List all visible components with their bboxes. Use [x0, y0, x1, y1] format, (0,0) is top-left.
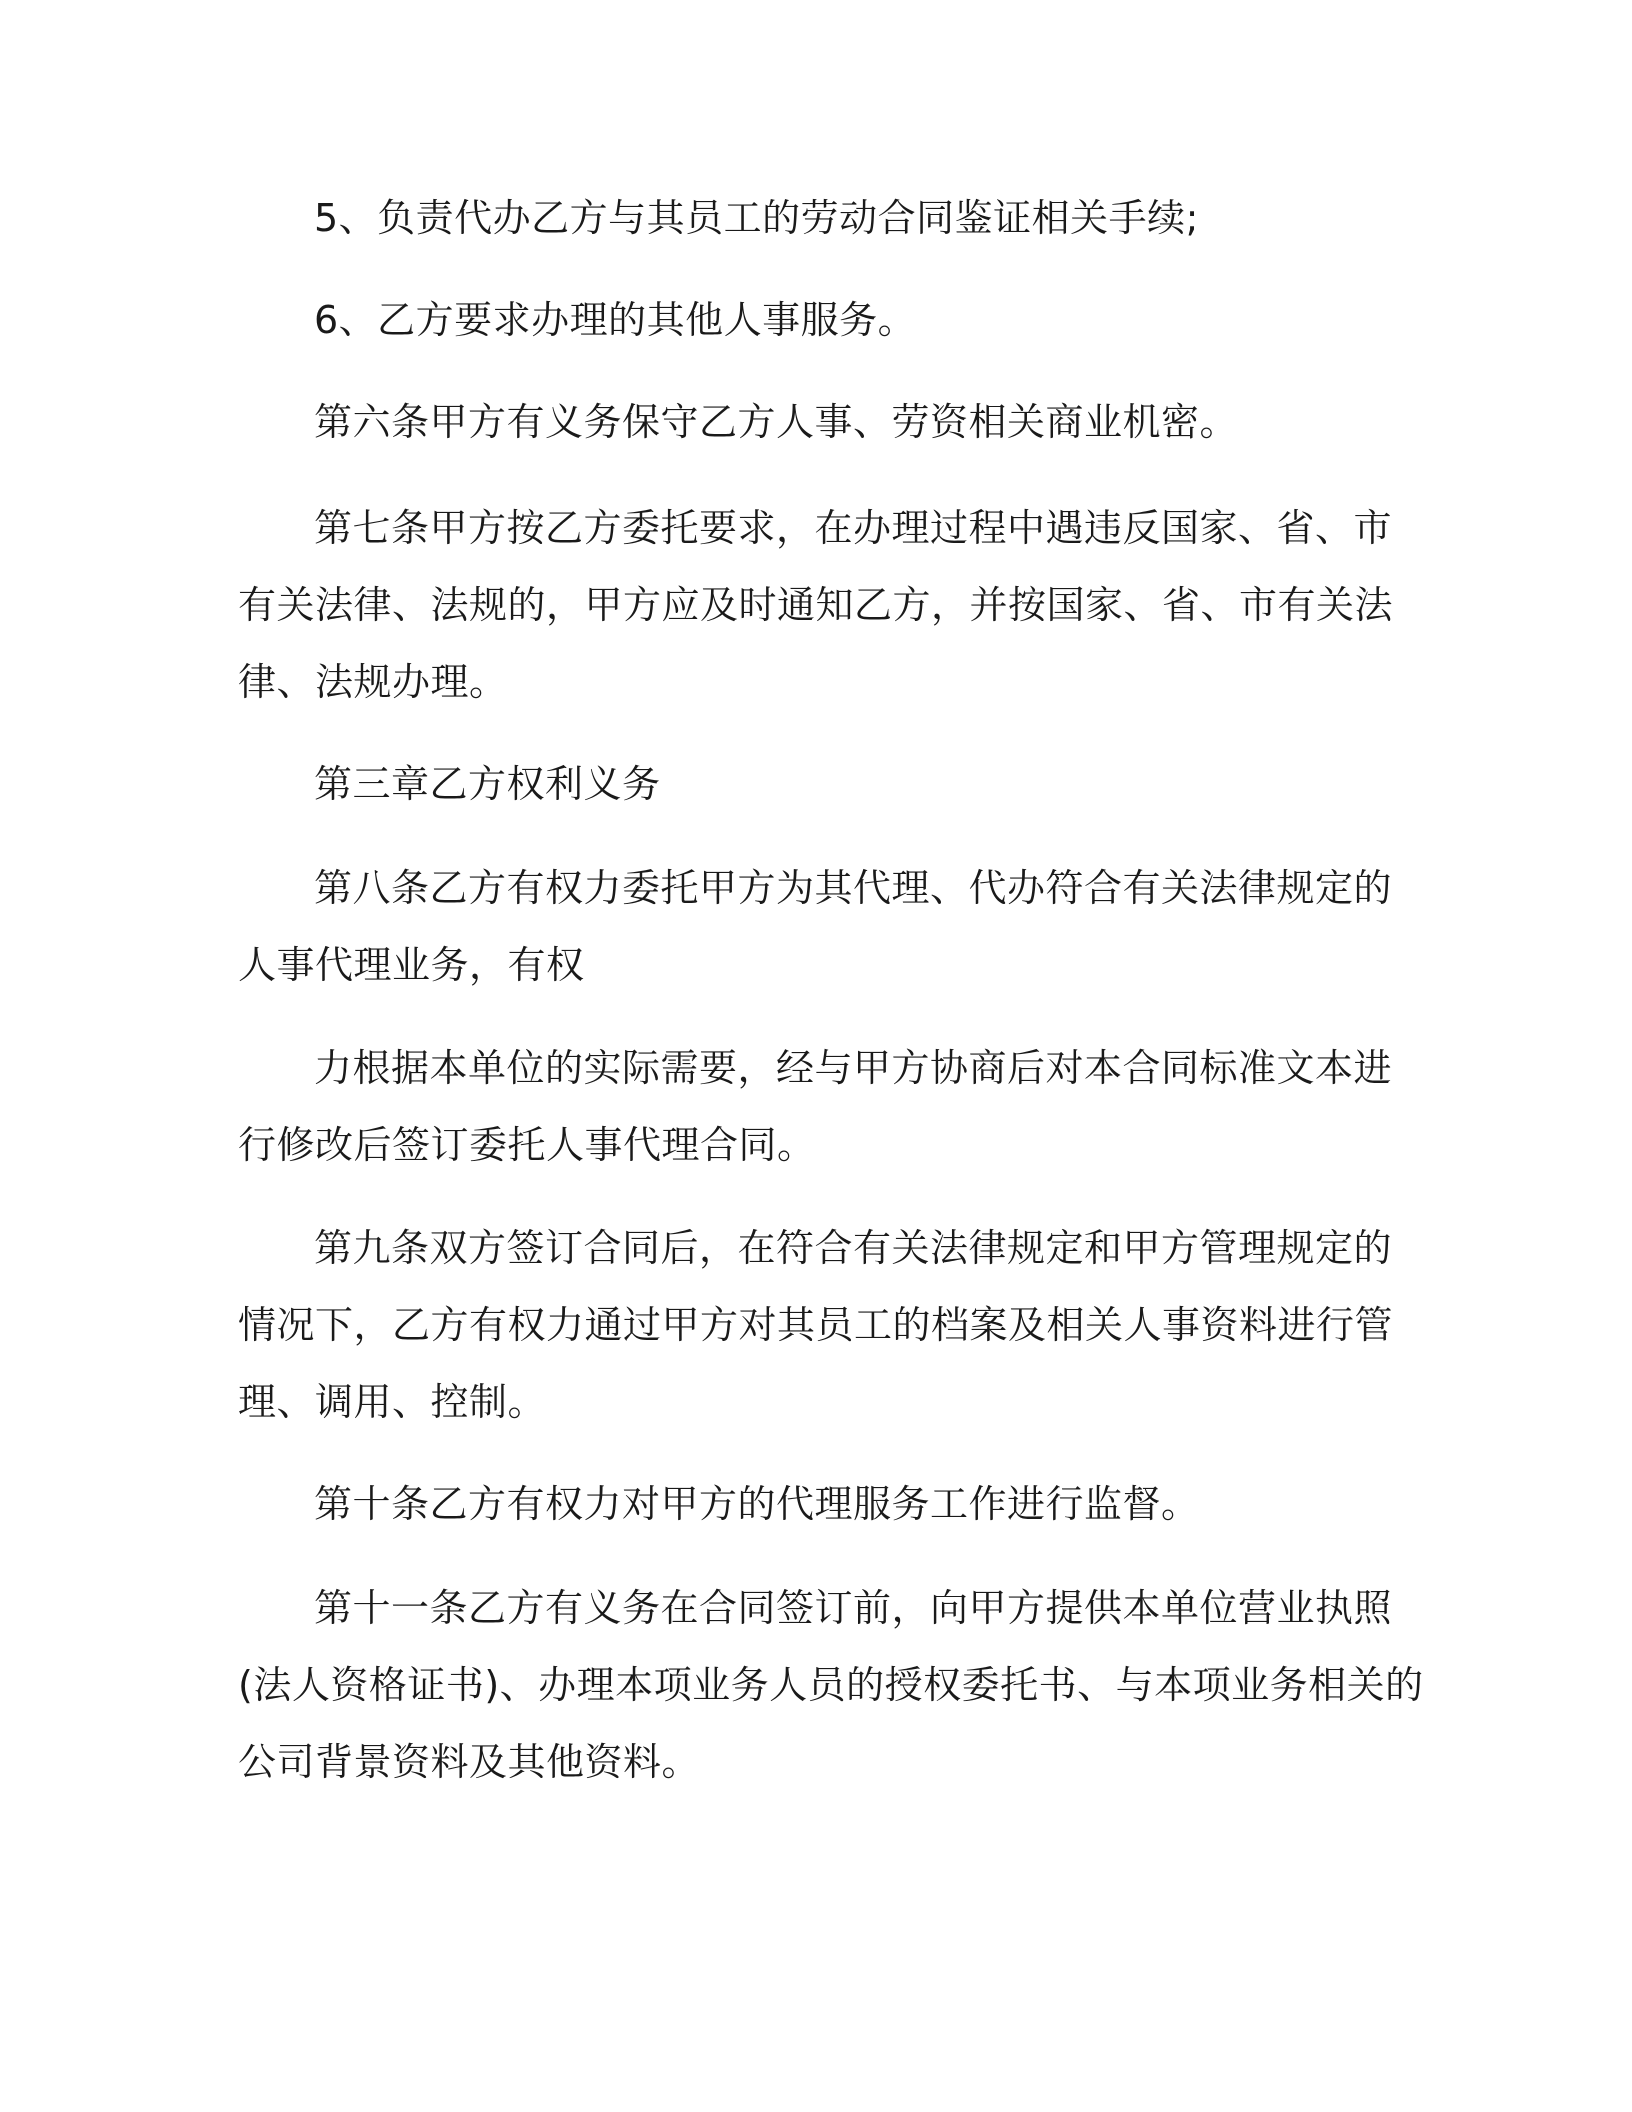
paragraph-article-8: [238, 850, 1398, 1004]
paragraph-article-6: [238, 384, 1398, 461]
paragraph-line: 第九条双方签订合同后，在符合有关法律规定和甲方管理规定的: [314, 1226, 1393, 1270]
paragraph-line: 第十一条乙方有义务在合同签订前，向甲方提供本单位营业执照: [314, 1586, 1393, 1630]
paragraph-line: 情况下，乙方有权力通过甲方对其员工的档案及相关人事资料进行管: [238, 1303, 1394, 1347]
paragraph-article-8-continued: [238, 1030, 1398, 1184]
paragraph-line: 5、负责代办乙方与其员工的劳动合同鉴证相关手续;: [314, 196, 1199, 240]
paragraph-line: 律、法规办理。: [238, 660, 508, 704]
paragraph-line: (法人资格证书)、办理本项业务人员的授权委托书、与本项业务相关的: [238, 1663, 1424, 1707]
paragraph-article-11: [238, 1570, 1424, 1801]
paragraph-line: 第七条甲方按乙方委托要求，在办理过程中遇违反国家、省、市: [314, 506, 1393, 550]
paragraph-line: 人事代理业务，有权: [238, 943, 585, 987]
chapter-heading: [238, 746, 1398, 823]
paragraph-item-6: [238, 282, 1398, 359]
paragraph-line: 公司背景资料及其他资料。: [238, 1740, 701, 1784]
paragraph-item-5: [238, 180, 1398, 257]
paragraph-line: 6、乙方要求办理的其他人事服务。: [314, 298, 917, 342]
chapter-heading-text: 第三章乙方权利义务: [314, 762, 661, 806]
paragraph-line: 行修改后签订委托人事代理合同。: [238, 1123, 816, 1167]
paragraph-line: 有关法律、法规的，甲方应及时通知乙方，并按国家、省、市有关法: [238, 583, 1394, 627]
paragraph-line: 第十条乙方有权力对甲方的代理服务工作进行监督。: [314, 1482, 1200, 1526]
paragraph-line: 第八条乙方有权力委托甲方为其代理、代办符合有关法律规定的: [314, 866, 1393, 910]
paragraph-line: 力根据本单位的实际需要，经与甲方协商后对本合同标准文本进: [314, 1046, 1393, 1090]
paragraph-article-9: [238, 1210, 1398, 1441]
paragraph-article-10: [238, 1466, 1398, 1543]
paragraph-line: 第六条甲方有义务保守乙方人事、劳资相关商业机密。: [314, 400, 1239, 444]
paragraph-article-7: [238, 490, 1398, 721]
paragraph-line: 理、调用、控制。: [238, 1380, 547, 1424]
